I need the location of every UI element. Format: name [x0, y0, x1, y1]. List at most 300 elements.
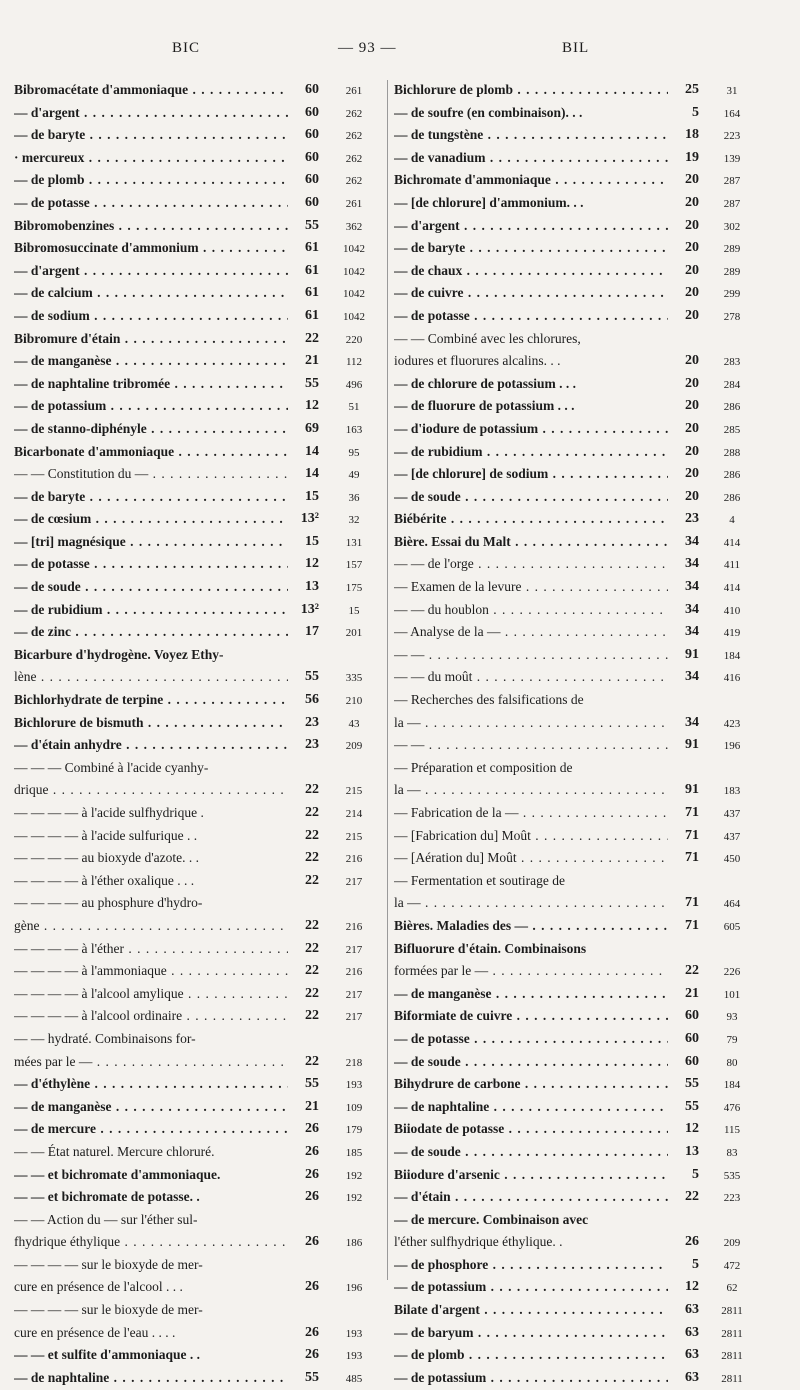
- index-entry: [394, 893, 794, 916]
- volume-number: 55: [288, 1370, 319, 1386]
- page-reference: 115: [723, 1124, 741, 1137]
- page-reference: 472: [723, 1259, 741, 1272]
- entry-text: — — hydraté. Combinaisons for-: [14, 1030, 196, 1046]
- index-entry: [14, 1323, 376, 1346]
- index-entry: [14, 103, 376, 126]
- page-reference: 216: [345, 853, 363, 866]
- entry-text: gène . . .: [14, 918, 296, 934]
- volume-number: 61: [288, 285, 319, 301]
- page-reference: 278: [723, 310, 741, 323]
- index-entry: [394, 1210, 794, 1233]
- index-entry: [394, 554, 794, 577]
- entry-text: — de baryte . . .: [14, 489, 296, 505]
- page-reference: 216: [345, 966, 363, 979]
- volume-number: 91: [668, 782, 699, 798]
- page-reference: 223: [723, 130, 741, 143]
- index-entry: [394, 464, 794, 487]
- index-entry: [394, 735, 794, 758]
- entry-text: — — . . .: [394, 647, 684, 663]
- index-entry: [14, 1052, 376, 1075]
- volume-number: 20: [668, 172, 699, 188]
- volume-number: 22: [288, 873, 319, 889]
- index-entry: [14, 329, 376, 352]
- entry-text: — de baryte . . .: [394, 240, 684, 256]
- page-reference: 1042: [343, 288, 365, 301]
- entry-text: Bicarbure d'hydrogène. Voyez Ethy-: [14, 646, 224, 662]
- volume-number: 13²: [288, 602, 319, 618]
- page-reference: 2811: [721, 1372, 743, 1385]
- index-entry: [394, 329, 794, 352]
- volume-number: 34: [668, 715, 699, 731]
- volume-number: 63: [668, 1347, 699, 1363]
- volume-number: 20: [668, 353, 699, 369]
- index-entry: [394, 103, 794, 126]
- page-reference: 450: [723, 853, 741, 866]
- page-reference: 51: [348, 401, 360, 414]
- page-reference: 286: [723, 401, 741, 414]
- volume-number: 14: [288, 466, 319, 482]
- index-entry: [14, 216, 376, 239]
- entry-text: — — Combiné avec les chlorures,: [394, 330, 581, 346]
- page-reference: 163: [345, 423, 363, 436]
- entry-text: — — et sulfite d'ammoniaque . .: [14, 1347, 201, 1363]
- page-reference: 192: [345, 1192, 363, 1205]
- volume-number: 14: [288, 444, 319, 460]
- index-entry: [394, 1300, 794, 1323]
- page-reference: 437: [723, 808, 741, 820]
- entry-text: — de chlorure de potassium . . .: [394, 375, 577, 391]
- index-entry: [394, 351, 794, 374]
- page-reference: 185: [345, 1146, 363, 1159]
- entry-text: — — . . .: [394, 737, 684, 753]
- page-reference: 288: [723, 446, 741, 459]
- page-reference: 184: [723, 1079, 741, 1092]
- index-entry: [14, 487, 376, 510]
- page-reference: 299: [723, 288, 741, 301]
- index-entry: [14, 848, 376, 871]
- entry-text: — — et bichromate d'ammoniaque.: [14, 1166, 221, 1182]
- page-reference: 192: [345, 1169, 363, 1182]
- volume-number: 22: [288, 986, 319, 1002]
- page-reference: 283: [723, 356, 741, 369]
- page-reference: 93: [726, 1011, 738, 1024]
- page-reference: 285: [723, 423, 741, 436]
- right-index-column: [394, 80, 794, 1390]
- index-entry: [394, 1119, 794, 1142]
- index-entry: [394, 1142, 794, 1165]
- volume-number: 34: [668, 556, 699, 572]
- volume-number: 20: [668, 421, 699, 437]
- entry-text: — de potasse . . .: [14, 195, 296, 211]
- entry-text: — — de l'orge . . .: [394, 556, 684, 572]
- index-entry: [394, 848, 794, 871]
- volume-number: 22: [288, 941, 319, 957]
- volume-number: 34: [668, 579, 699, 595]
- entry-text: la — . . .: [394, 895, 684, 911]
- page-reference: 2811: [721, 1350, 743, 1363]
- entry-text: — d'iodure de potassium . . .: [394, 421, 684, 437]
- index-entry: [394, 667, 794, 690]
- entry-text: Bichromate d'ammoniaque . . .: [394, 172, 684, 188]
- volume-number: 22: [288, 828, 319, 844]
- entry-text: — de naphtaline tribromée . . .: [14, 376, 296, 392]
- volume-number: 18: [668, 127, 699, 143]
- index-entry: [394, 125, 794, 148]
- page-reference: 419: [723, 627, 741, 640]
- entry-text: — de sodium . . .: [14, 308, 296, 324]
- volume-number: 22: [288, 782, 319, 798]
- page-reference: 4: [729, 514, 735, 527]
- volume-number: 60: [288, 82, 319, 98]
- entry-text: — d'étain . . .: [394, 1189, 684, 1205]
- index-entry: [14, 916, 376, 939]
- entry-text: — — — — au phosphure d'hydro-: [14, 895, 203, 911]
- index-entry: [14, 780, 376, 803]
- page-reference: 261: [345, 197, 363, 210]
- index-entry: [394, 509, 794, 532]
- page-reference: 414: [723, 582, 741, 595]
- volume-number: 12: [288, 556, 319, 572]
- index-entry: [394, 690, 794, 713]
- volume-number: 22: [288, 331, 319, 347]
- index-entry: [394, 238, 794, 261]
- page-reference: 49: [348, 469, 360, 482]
- volume-number: 12: [668, 1279, 699, 1295]
- page-reference: 220: [345, 333, 363, 346]
- page-reference: 218: [345, 1056, 363, 1069]
- page-reference: 1042: [343, 265, 365, 278]
- entry-text: drique . . .: [14, 782, 296, 798]
- entry-text: — de rubidium . . .: [14, 602, 296, 618]
- page-reference: 193: [345, 1327, 363, 1340]
- volume-number: 22: [668, 963, 699, 979]
- index-entry: [14, 509, 376, 532]
- volume-number: 26: [288, 1347, 319, 1363]
- page-reference: 109: [345, 1101, 363, 1114]
- entry-text: — de soude . . .: [394, 1054, 684, 1070]
- page-reference: 183: [723, 785, 741, 798]
- volume-number: 20: [668, 376, 699, 392]
- volume-number: 55: [668, 1099, 699, 1115]
- index-entry: [394, 374, 794, 397]
- volume-number: 60: [288, 105, 319, 121]
- page-reference: 2811: [721, 1327, 743, 1340]
- index-entry: [394, 780, 794, 803]
- volume-number: 56: [288, 692, 319, 708]
- page-reference: 217: [345, 1011, 363, 1024]
- entry-text: — [Fabrication du] Moût . . .: [394, 828, 684, 844]
- page-reference: 112: [345, 356, 363, 369]
- entry-text: — — — — sur le bioxyde de mer-: [14, 1256, 203, 1272]
- page-reference: 196: [723, 740, 741, 753]
- entry-text: iodures et fluorures alcalins. . .: [394, 353, 561, 369]
- index-entry: [394, 1165, 794, 1188]
- volume-number: 20: [668, 489, 699, 505]
- entry-text: — — — — à l'alcool amylique . . .: [14, 986, 296, 1002]
- index-entry: [14, 600, 376, 623]
- index-entry: [394, 1232, 794, 1255]
- page-reference: 226: [723, 966, 741, 979]
- page-reference: 31: [726, 85, 738, 97]
- index-entry: [14, 961, 376, 984]
- entry-text: Bière. Essai du Malt . . .: [394, 534, 684, 550]
- index-entry: [394, 916, 794, 939]
- volume-number: 60: [288, 195, 319, 211]
- index-entry: [14, 690, 376, 713]
- page-reference: 217: [345, 875, 363, 888]
- index-entry: [14, 283, 376, 306]
- volume-number: 13: [288, 579, 319, 595]
- volume-number: 63: [668, 1370, 699, 1386]
- volume-number: 26: [288, 1167, 319, 1183]
- index-entry: [394, 1345, 794, 1368]
- entry-text: — de manganèse . . .: [14, 1099, 296, 1115]
- index-entry: [394, 826, 794, 849]
- index-entry: [14, 80, 376, 103]
- index-entry: [394, 871, 794, 894]
- index-entry: [14, 826, 376, 849]
- header-right-guide-word: BIL: [562, 40, 590, 56]
- volume-number: 55: [288, 669, 319, 685]
- page-reference: 62: [726, 1282, 738, 1295]
- volume-number: 60: [288, 172, 319, 188]
- volume-number: 15: [288, 534, 319, 550]
- index-entry: [14, 148, 376, 171]
- entry-text: la — . . .: [394, 782, 684, 798]
- page-reference: 209: [723, 1237, 741, 1250]
- page-reference: 217: [345, 988, 363, 1001]
- page-reference: 476: [723, 1101, 741, 1114]
- entry-text: l'éther sulfhydrique éthylique. .: [394, 1234, 563, 1250]
- page-reference: 410: [723, 604, 741, 617]
- page-reference: 2811: [721, 1305, 743, 1318]
- entry-text: — de soufre (en combinaison). . .: [394, 104, 583, 120]
- index-entry: [394, 1277, 794, 1300]
- entry-text: Bilate d'argent . . .: [394, 1302, 684, 1318]
- entry-text: Biiodate de potasse . . .: [394, 1121, 684, 1137]
- volume-number: 34: [668, 602, 699, 618]
- page-reference: 262: [345, 175, 363, 188]
- index-entry: [14, 261, 376, 284]
- index-entry: [14, 1300, 376, 1323]
- volume-number: 22: [668, 1189, 699, 1205]
- entry-text: Bihydrure de carbone . . .: [394, 1076, 684, 1092]
- page-reference: 193: [345, 1350, 363, 1363]
- page-reference: 217: [345, 943, 363, 956]
- volume-number: 55: [288, 1076, 319, 1092]
- page-reference: 223: [723, 1192, 741, 1205]
- page-reference: 15: [348, 604, 360, 617]
- entry-text: — — — — à l'ammoniaque . . .: [14, 963, 296, 979]
- index-entry: [14, 803, 376, 826]
- index-entry: [14, 1006, 376, 1029]
- entry-text: — de soude . . .: [14, 579, 296, 595]
- volume-number: 5: [668, 1257, 699, 1273]
- entry-text: — — — — à l'alcool ordinaire . . .: [14, 1008, 296, 1024]
- entry-text: — [de chlorure] d'ammonium. . .: [394, 194, 584, 210]
- volume-number: 17: [288, 624, 319, 640]
- volume-number: 63: [668, 1325, 699, 1341]
- page-reference: 287: [723, 197, 741, 210]
- entry-text: — — — — à l'éther oxalique . . .: [14, 872, 195, 888]
- index-entry: [394, 803, 794, 826]
- volume-number: 22: [288, 850, 319, 866]
- index-entry: [394, 170, 794, 193]
- entry-text: — de tungstène . . .: [394, 127, 684, 143]
- volume-number: 71: [668, 828, 699, 844]
- page-reference: 423: [723, 717, 741, 730]
- index-entry: [394, 961, 794, 984]
- page-reference: 215: [345, 785, 363, 798]
- index-entry: [394, 600, 794, 623]
- index-entry: [14, 1165, 376, 1188]
- volume-number: 13: [668, 1144, 699, 1160]
- volume-number: 34: [668, 624, 699, 640]
- volume-number: 55: [288, 376, 319, 392]
- entry-text: — de cœsium . . .: [14, 511, 296, 527]
- entry-text: — de chaux . . .: [394, 263, 684, 279]
- volume-number: 23: [288, 737, 319, 753]
- entry-text: Bibromacétate d'ammoniaque . . .: [14, 82, 296, 98]
- index-entry: [14, 1097, 376, 1120]
- volume-number: 26: [668, 1234, 699, 1250]
- index-entry: [14, 1345, 376, 1368]
- page-reference: 535: [723, 1169, 741, 1182]
- entry-text: — de fluorure de potassium . . .: [394, 398, 575, 414]
- index-entry: [394, 1187, 794, 1210]
- entry-text: Bichlorure de bismuth . . .: [14, 715, 296, 731]
- entry-text: — d'étain anhydre . . .: [14, 737, 296, 753]
- index-entry: [14, 713, 376, 736]
- index-entry: [14, 1142, 376, 1165]
- entry-text: Bibromure d'étain . . .: [14, 331, 296, 347]
- entry-text: — de manganèse . . .: [394, 986, 684, 1002]
- entry-text: cure en présence de l'alcool . . .: [14, 1279, 183, 1295]
- volume-number: 60: [288, 150, 319, 166]
- volume-number: 20: [668, 466, 699, 482]
- volume-number: 20: [668, 444, 699, 460]
- volume-number: 13²: [288, 511, 319, 527]
- entry-text: — de vanadium . . .: [394, 150, 684, 166]
- column-divider: [387, 80, 388, 1280]
- page-reference: 209: [345, 740, 363, 753]
- index-entry: [14, 238, 376, 261]
- entry-text: — Analyse de la — . . .: [394, 624, 684, 640]
- entry-text: · mercureux . . .: [14, 150, 296, 166]
- entry-text: — — État naturel. Mercure chloruré.: [14, 1143, 215, 1159]
- entry-text: — de zinc . . .: [14, 624, 296, 640]
- index-entry: [14, 1232, 376, 1255]
- index-entry: [394, 148, 794, 171]
- entry-text: — [de chlorure] de sodium . . .: [394, 466, 684, 482]
- page-reference: 262: [345, 107, 363, 120]
- page-reference: 464: [723, 898, 741, 911]
- entry-text: Bichlorure de plomb . . .: [394, 82, 684, 98]
- index-entry: [14, 193, 376, 216]
- entry-text: Bicarbonate d'ammoniaque . . .: [14, 444, 296, 460]
- page-reference: 411: [723, 559, 741, 572]
- index-entry: [394, 283, 794, 306]
- entry-text: — de soude . . .: [394, 1144, 684, 1160]
- index-entry: [14, 351, 376, 374]
- entry-text: — [Aération du] Moût . . .: [394, 850, 684, 866]
- index-entry: [14, 306, 376, 329]
- running-header: [0, 40, 800, 62]
- volume-number: 63: [668, 1302, 699, 1318]
- entry-text: la — . . .: [394, 715, 684, 731]
- page-reference: 286: [723, 469, 741, 482]
- index-entry: [14, 871, 376, 894]
- entry-text: — d'argent . . .: [14, 105, 296, 121]
- page-reference: 210: [345, 695, 363, 708]
- volume-number: 20: [668, 218, 699, 234]
- index-entry: [394, 442, 794, 465]
- index-entry: [394, 1006, 794, 1029]
- volume-number: 61: [288, 308, 319, 324]
- entry-text: — de phosphore . . .: [394, 1257, 684, 1273]
- volume-number: 23: [668, 511, 699, 527]
- entry-text: Bières. Maladies des — . . .: [394, 918, 684, 934]
- volume-number: 23: [288, 715, 319, 731]
- entry-text: — — — — à l'acide sulfhydrique .: [14, 805, 204, 820]
- volume-number: 26: [288, 1144, 319, 1160]
- page-reference: 262: [345, 152, 363, 165]
- entry-text: — de stanno-diphényle . . .: [14, 421, 296, 437]
- entry-text: — Fabrication de la — . . .: [394, 805, 684, 821]
- volume-number: 22: [288, 918, 319, 934]
- header-left-guide-word: BIC: [172, 40, 201, 56]
- index-entry: [394, 1052, 794, 1075]
- volume-number: 20: [668, 398, 699, 414]
- entry-text: — de soude . . .: [394, 489, 684, 505]
- index-entry: [394, 1255, 794, 1278]
- page-reference: 175: [345, 582, 363, 595]
- page-reference: 32: [348, 514, 360, 527]
- volume-number: 34: [668, 534, 699, 550]
- entry-text: — — Action du — sur l'éther sul-: [14, 1211, 198, 1227]
- index-entry: [14, 893, 376, 916]
- entry-text: — de calcium . . .: [14, 285, 296, 301]
- volume-number: 21: [288, 1099, 319, 1115]
- page-reference: 289: [723, 243, 741, 256]
- volume-number: 12: [668, 1121, 699, 1137]
- entry-text: — de manganèse . . .: [14, 353, 296, 369]
- page-reference: 362: [345, 220, 363, 233]
- index-entry: [394, 1323, 794, 1346]
- entry-text: — de naphtaline . . .: [14, 1370, 296, 1386]
- index-entry: [14, 667, 376, 690]
- page-reference: 215: [345, 830, 363, 843]
- entry-text: — — — Combiné à l'acide cyanhy-: [14, 759, 209, 775]
- index-entry: [394, 1368, 794, 1390]
- page-reference: 131: [345, 536, 363, 549]
- volume-number: 22: [288, 1008, 319, 1024]
- volume-number: 21: [668, 986, 699, 1002]
- index-entry: [14, 532, 376, 555]
- entry-text: — — — — au bioxyde d'azote. . .: [14, 850, 200, 866]
- entry-text: — de baryum . . .: [394, 1325, 684, 1341]
- page-reference: 302: [723, 220, 741, 233]
- entry-text: — d'éthylène . . .: [14, 1076, 296, 1092]
- volume-number: 55: [668, 1076, 699, 1092]
- index-entry: [14, 1255, 376, 1278]
- page-reference: 1042: [343, 243, 365, 256]
- volume-number: 71: [668, 805, 699, 821]
- entry-text: — — — — sur le bioxyde de mer-: [14, 1302, 203, 1318]
- entry-text: — de potassium . . .: [394, 1370, 684, 1386]
- page-reference: 284: [723, 378, 741, 391]
- volume-number: 34: [668, 669, 699, 685]
